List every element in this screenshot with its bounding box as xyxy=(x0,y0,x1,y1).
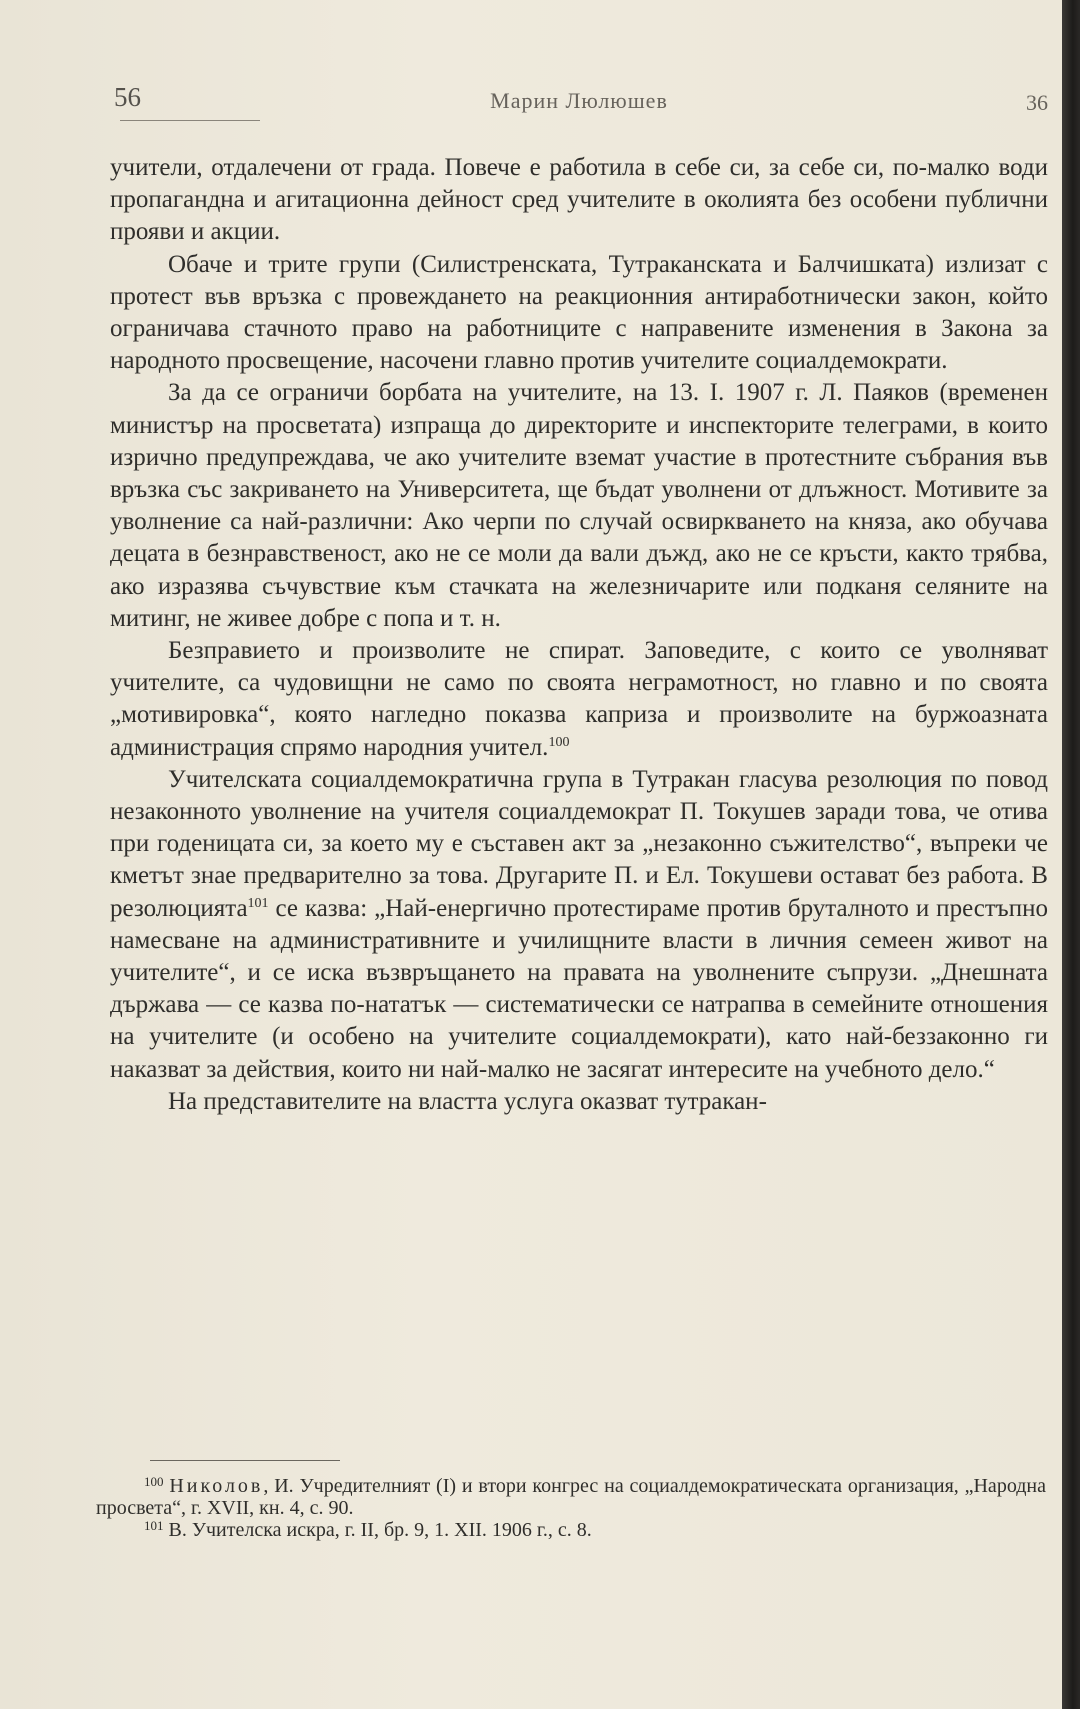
paragraph-3: За да се ограничи борбата на учителите, на 13. I. 1907 г. Л. Паяков (временен министър на просветата) изпраща до директорите и инспекторите телеграми, в които изрично предупреждава, че ако учителите вземат участие в протестните събрания във връзка със закриването на Университета, ще бъдат уволнени от длъжност. Мотивите за уволнение са най-различни: Ако черпи по случай освиркването на княза, ако обучава децата в безнравственост, ако не се моли да вали дъжд, ако не се кръсти, както трябва, ако изразява съчувствие към стачката на железничарите или подканя селяните на митинг, не живее добре с попа и т. н. xyxy=(110,379,1048,632)
paragraph-1: учители, отдалечени от града. Повече е работила в себе си, за себе си, по-малко води пропагандна и агитационна дейност сред учителите в околията без особени публични прояви и акции. xyxy=(110,154,1048,246)
footnote-author: Николов xyxy=(169,1475,264,1497)
footnote-101 xyxy=(96,1519,1046,1541)
footnotes xyxy=(96,1475,1046,1541)
footnote-number: 101 xyxy=(144,1518,164,1533)
footnote-number: 100 xyxy=(144,1474,164,1489)
footnote-ref-101[interactable]: 101 xyxy=(247,895,269,911)
paragraph-5 xyxy=(110,764,1048,1086)
footnote-100 xyxy=(96,1475,1046,1519)
footnote-rule xyxy=(150,1460,340,1461)
body-text xyxy=(110,152,1048,1118)
paragraph-4-text: Безправието и произволите не спират. Заповедите, с които се уволняват учителите, са чудовищни не само по своята неграмотност, но главно и по своята „мотивировка“, която нагледно показва каприза и произволите на буржоазната администрация спрямо народния учител. xyxy=(110,637,1048,761)
running-head: Марин Люлюшев xyxy=(490,88,668,113)
corner-mark: 36 xyxy=(1026,90,1048,115)
footnote-text: В. Учителска искра, г. II, бр. 9, 1. XII. 1906 г., с. 8. xyxy=(163,1519,592,1541)
footnote-ref-100[interactable]: 100 xyxy=(548,734,570,750)
paragraph-5-text-a: Учителската социалдемократична група в Тутракан гласува резолюция по повод незаконното уволнение на учителя социалдемократ П. Токушев заради това, че отива при годеницата си, за което му е съставен акт за „незаконно съжителство“, въпреки че кметът знае предварително за това. Другарите П. и Ел. Токушеви остават без работа. В резолюцията xyxy=(110,765,1048,922)
footnote-text: , И. Учредителният (I) и втори конгрес на социалдемократическата организация, „Народна просвета“, г. XVII, кн. 4, с. 90. xyxy=(96,1475,1046,1519)
header-rule xyxy=(120,120,260,121)
paragraph-6: На представителите на властта услуга оказват тутракан- xyxy=(168,1087,767,1115)
page-header xyxy=(110,80,1048,120)
page-number: 56 xyxy=(114,82,141,112)
paragraph-5-text-b: се казва: „Най-енергично протестираме против бруталното и престъпно намесване на административните и училищните власти в личния семеен живот на учителите“, и се иска възвръщането на правата на уволнените съпрузи. „Днешната държава — се казва по-нататък — систематически се натрапва в семейните отношения на учителите (и особено на учителите социалдемократи), като най-беззаконно ги наказват за действия, които ни най-малко не засягат интересите на учебното дело.“ xyxy=(110,894,1048,1083)
paragraph-2: Обаче и трите групи (Силистренската, Тутраканската и Балчишката) излизат с протест във връзка с провеждането на реакционния антиработнически закон, който ограничава стачното право на работниците с направените изменения в Закона за народното просвещение, насочени главно против учителите социалдемократи. xyxy=(110,250,1048,375)
book-spine-edge xyxy=(1062,0,1080,1709)
paragraph-4 xyxy=(110,635,1048,764)
